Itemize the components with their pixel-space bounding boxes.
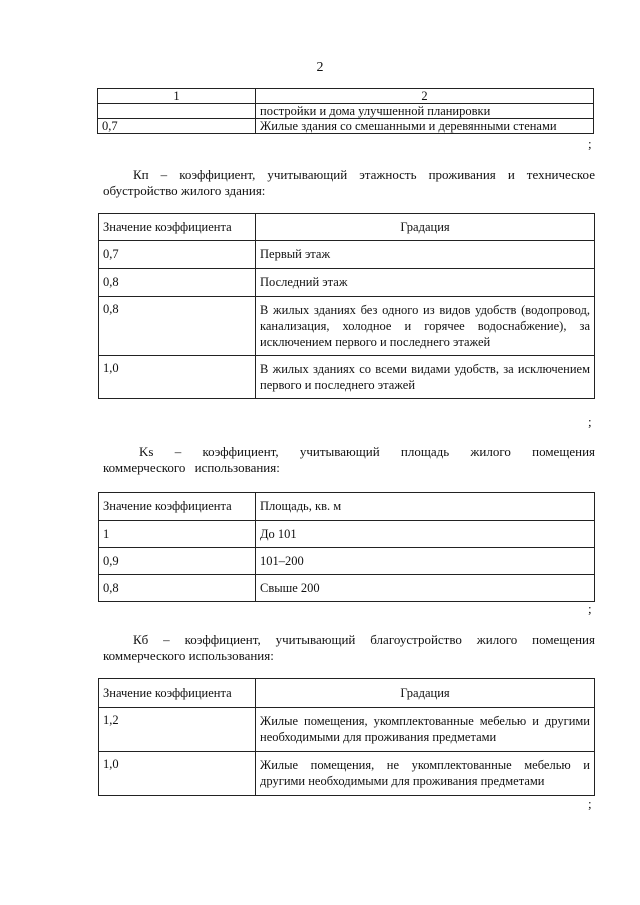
table-header-row	[98, 89, 594, 104]
semicolon: ;	[588, 414, 592, 429]
semicolon: ;	[588, 136, 592, 151]
column-header: 2	[256, 89, 594, 104]
semicolon: ;	[588, 796, 592, 811]
column-header: Значение коэффициента	[99, 493, 256, 521]
column-header: Значение коэффициента	[99, 214, 256, 241]
column-header: Градация	[256, 679, 595, 708]
kp-intro: Кп – коэффициент, учитывающий этажность проживания и техническое обустройство жилого здания:	[103, 167, 595, 198]
column-header: Площадь, кв. м	[256, 493, 595, 521]
table-row	[99, 269, 595, 297]
table-row	[98, 119, 594, 134]
ks-intro: Ks – коэффициент, учитывающий площадь жилого помещения коммерческого использования:	[103, 444, 595, 475]
table-cell: Первый этаж	[256, 241, 595, 269]
table-cell: Жилые помещения, укомплектованные мебелью и другими необходимыми для проживания предметами	[256, 708, 595, 752]
table-row	[98, 104, 594, 119]
semicolon: ;	[588, 601, 592, 616]
table-header-row	[99, 214, 595, 241]
table-cell: 0,7	[98, 119, 256, 134]
table-cell: Жилые помещения, не укомплектованные мебелью и другими необходимыми для проживания предметами	[256, 752, 595, 796]
table-cell: 0,9	[99, 548, 256, 575]
table-row	[99, 521, 595, 548]
table-row	[99, 241, 595, 269]
column-header: 1	[98, 89, 256, 104]
ks-table	[98, 492, 595, 602]
table-row	[99, 708, 595, 752]
table-cell: Свыше 200	[256, 575, 595, 602]
table-cell: 0,8	[99, 269, 256, 297]
table-header-row	[99, 493, 595, 521]
table-cell: 0,8	[99, 575, 256, 602]
table-row	[99, 548, 595, 575]
continuation-table	[97, 88, 594, 134]
table-cell: 1,2	[99, 708, 256, 752]
table-cell: постройки и дома улучшенной планировки	[256, 104, 594, 119]
table-cell: До 101	[256, 521, 595, 548]
table-cell: 1,0	[99, 356, 256, 399]
kp-table	[98, 213, 595, 399]
table-row	[99, 752, 595, 796]
table-cell: В жилых зданиях со всеми видами удобств, за исключением первого и последнего этажей	[256, 356, 595, 399]
table-header-row	[99, 679, 595, 708]
kb-intro: Кб – коэффициент, учитывающий благоустройство жилого помещения коммерческого использования:	[103, 632, 595, 663]
table-cell: 0,7	[99, 241, 256, 269]
table-cell: 101–200	[256, 548, 595, 575]
table-row	[99, 297, 595, 356]
table-row	[99, 575, 595, 602]
table-cell: 1	[99, 521, 256, 548]
table-cell: Жилые здания со смешанными и деревянными стенами	[256, 119, 594, 134]
table-cell: Последний этаж	[256, 269, 595, 297]
table-cell	[98, 104, 256, 119]
table-row	[99, 356, 595, 399]
table-cell: 1,0	[99, 752, 256, 796]
column-header: Градация	[256, 214, 595, 241]
table-cell: В жилых зданиях без одного из видов удобств (водопровод, канализация, холодное и горячее водоснабжение), за исключением первого и последнего этажей	[256, 297, 595, 356]
column-header: Значение коэффициента	[99, 679, 256, 708]
page-number: 2	[316, 60, 324, 75]
table-cell: 0,8	[99, 297, 256, 356]
kb-table	[98, 678, 595, 796]
